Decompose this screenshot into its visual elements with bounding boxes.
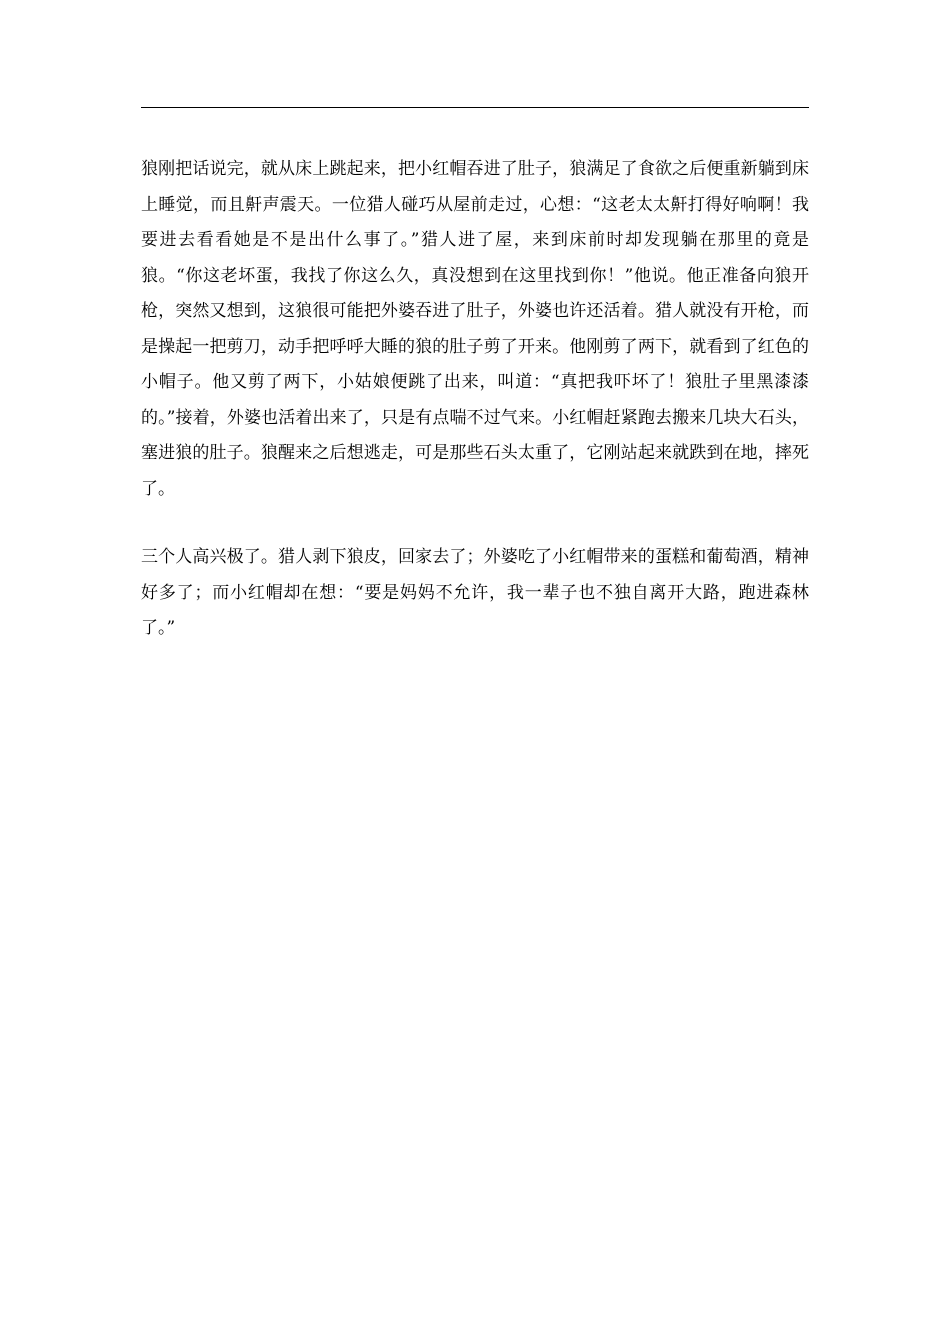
header-rule [141,107,809,108]
body-text [141,152,809,647]
paragraph-story-ending: 狼刚把话说完，就从床上跳起来，把小红帽吞进了肚子，狼满足了食欲之后便重新躺到床上睡觉，而且鼾声震天。一位猎人碰巧从屋前走过，心想：“这老太太鼾打得好响啊！我要进去看看她是不是出什么事了。”猎人进了屋，来到床前时却发现躺在那里的竟是狼。“你这老坏蛋，我找了你这么久，真没想到在这里找到你！”他说。他正准备向狼开枪，突然又想到，这狼很可能把外婆吞进了肚子，外婆也许还活着。猎人就没有开枪，而是操起一把剪刀，动手把呼呼大睡的狼的肚子剪了开来。他刚剪了两下，就看到了红色的小帽子。他又剪了两下，小姑娘便跳了出来，叫道：“真把我吓坏了！狼肚子里黑漆漆的。”接着，外婆也活着出来了，只是有点喘不过气来。小红帽赶紧跑去搬来几块大石头，塞进狼的肚子。狼醒来之后想逃走，可是那些石头太重了，它刚站起来就跌到在地，摔死了。 [141,159,809,499]
paragraph-conclusion: 三个人高兴极了。猎人剥下狼皮，回家去了；外婆吃了小红帽带来的蛋糕和葡萄酒，精神好多了；而小红帽却在想：“要是妈妈不允许，我一辈子也不独自离开大路，跑进森林了。” [141,547,809,638]
